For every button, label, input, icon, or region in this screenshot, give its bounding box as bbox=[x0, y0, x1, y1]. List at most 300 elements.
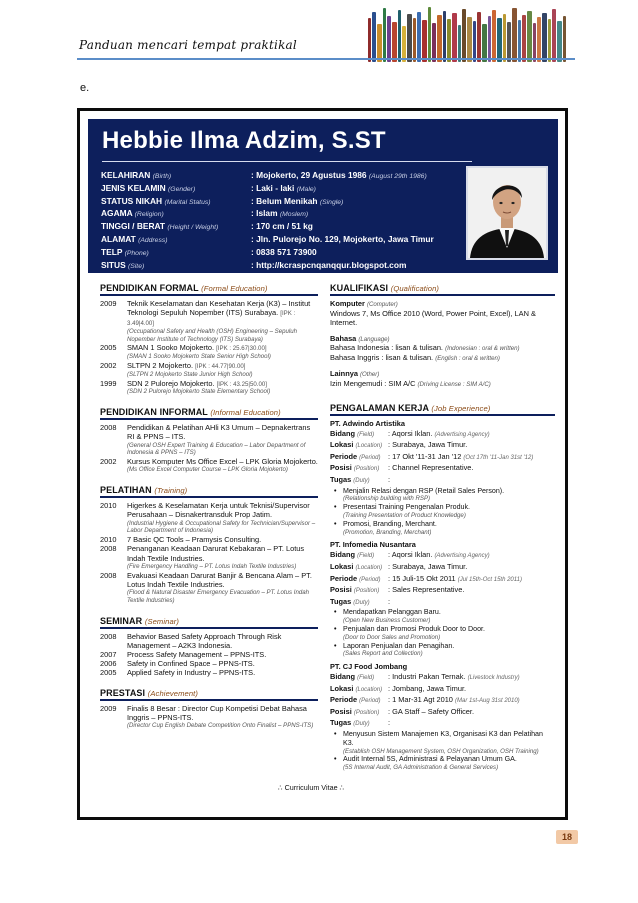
job-field-value-text: Surabaya, Jawa Timur. bbox=[392, 440, 468, 450]
page-number: 18 bbox=[556, 830, 578, 844]
entry-grade: [IPK : 3.49|4.00] bbox=[127, 310, 296, 327]
job-field-value-text: Surabaya, Jawa Timur. bbox=[392, 561, 468, 571]
entry-year: 2008 bbox=[100, 544, 117, 554]
duty-text-main: Mendapatkan Pelanggan Baru. bbox=[343, 608, 441, 617]
personal-value-text: : Mojokerto, 29 Agustus 1986 bbox=[251, 170, 367, 180]
book-spine bbox=[522, 15, 526, 62]
book-spine bbox=[503, 14, 506, 62]
book-spine bbox=[417, 12, 421, 62]
job-field-label-en: (Period) bbox=[359, 698, 381, 705]
book-spine bbox=[437, 15, 442, 62]
other-skill-text: Izin Mengemudi : SIM A/C bbox=[330, 378, 416, 388]
section-rule bbox=[330, 294, 555, 296]
job-field-value: : Jombang, Jawa Timur. bbox=[388, 683, 467, 693]
job-field-label-text: Bidang bbox=[330, 428, 356, 438]
personal-key-en: (Phone) bbox=[124, 249, 149, 257]
book-spine bbox=[533, 23, 536, 62]
job-field-label-text: Bidang bbox=[330, 550, 356, 560]
item-label: e. bbox=[80, 82, 90, 94]
duty-item bbox=[330, 625, 555, 642]
job-position-row bbox=[330, 585, 555, 597]
section-title-en: (Seminar) bbox=[144, 616, 180, 626]
section-rule bbox=[330, 414, 555, 416]
entry-grade: [IPK : 43.25|50.00] bbox=[216, 380, 267, 388]
right-column bbox=[330, 283, 555, 772]
entry-title: SMAN 1 Sooko Mojokerto. bbox=[127, 343, 215, 353]
entry-year: 2008 bbox=[100, 423, 117, 433]
personal-value-en: (Male) bbox=[296, 185, 316, 193]
job-field-label bbox=[330, 672, 388, 684]
entry-title: Process Safety Management – PPNS-ITS. bbox=[127, 649, 267, 659]
book-spine bbox=[548, 19, 551, 62]
bullet-icon: • bbox=[334, 730, 337, 739]
job-field-value-text: Sales Representative. bbox=[392, 585, 465, 595]
duty-text-main: Laporan Penjualan dan Penagihan. bbox=[343, 641, 455, 650]
qualification-label-text: Lainnya bbox=[330, 369, 358, 378]
entry-text bbox=[127, 571, 318, 605]
entry-text bbox=[127, 379, 318, 397]
entry-year: 2010 bbox=[100, 535, 117, 545]
section-rule bbox=[100, 627, 318, 629]
personal-value bbox=[251, 234, 434, 247]
personal-key bbox=[101, 247, 251, 260]
book-spine bbox=[552, 9, 556, 62]
job-location-row bbox=[330, 440, 555, 452]
job-field-label-en: (Duty) bbox=[353, 721, 370, 728]
book-spine bbox=[537, 17, 541, 62]
book-spine bbox=[512, 8, 517, 62]
job-field-value-text: 15 Juli-15 Okt 2011 bbox=[392, 573, 456, 583]
book-spine bbox=[563, 16, 566, 62]
job-field-value-text: GA Staff – Safety Officer. bbox=[392, 706, 474, 716]
section-rule bbox=[100, 496, 318, 498]
entry-grade: [IPK : 25.67|30.00] bbox=[216, 345, 267, 353]
entry-grade: [IPK : 44.77|90.00] bbox=[195, 362, 246, 370]
job-field-label-en: (Field) bbox=[357, 553, 375, 560]
job-period-row bbox=[330, 452, 555, 464]
personal-key-text: KELAHIRAN bbox=[101, 170, 151, 180]
book-spine bbox=[542, 13, 547, 62]
job-field-value-text: 17 Okt '11-31 Jan '12 bbox=[392, 451, 462, 461]
entry-title: Behavior Based Safety Approach Through Risk Management – A2K3 Indonesia. bbox=[127, 631, 282, 650]
section-title-text: PENGALAMAN KERJA bbox=[330, 402, 429, 413]
job-field-value: : Channel Representative. bbox=[388, 463, 474, 473]
job-field-value: : Surabaya, Jawa Timur. bbox=[388, 561, 468, 571]
section-title-en: (Informal Education) bbox=[210, 408, 281, 418]
duty-text-en: (Relationship building with RSP) bbox=[343, 495, 431, 503]
book-spine bbox=[392, 22, 397, 62]
job-field-value-text: 1 Mar-31 Agt 2010 bbox=[392, 695, 453, 705]
job-field-label-en: (Period) bbox=[359, 576, 381, 583]
section-title bbox=[330, 403, 555, 413]
entry-translation: (Director Cup English Debate Competition Onto Finalist – PPNS-ITS) bbox=[127, 722, 314, 729]
book-spine bbox=[497, 18, 502, 62]
personal-key bbox=[101, 208, 251, 221]
personal-value-text: : http://kcraspcnqanqqur.blogspot.com bbox=[251, 259, 407, 270]
header-rule bbox=[77, 58, 575, 60]
job-field-label bbox=[330, 695, 388, 707]
header-title: Panduan mencari tempat praktikal bbox=[79, 38, 297, 52]
book-spine bbox=[447, 19, 451, 62]
entry-translation: (Ms Office Excel Computer Course – LPK Gloria Mojokerto) bbox=[127, 466, 288, 474]
job-field-label-text: Lokasi bbox=[330, 683, 354, 693]
job-duties-row bbox=[330, 597, 555, 609]
section-title-text: KUALIFIKASI bbox=[330, 283, 389, 293]
entry-year: 2002 bbox=[100, 360, 117, 370]
entry-text bbox=[127, 343, 318, 361]
duty-item bbox=[330, 487, 555, 504]
job-field-label-en: (Duty) bbox=[353, 599, 370, 606]
cv-name: Hebbie Ilma Adzim, S.ST bbox=[102, 127, 386, 154]
entry-translation: (SDN 2 Pulorejo Mojokerto State Elementary School) bbox=[127, 388, 271, 396]
personal-value-en: (Single) bbox=[319, 198, 344, 206]
section-title-en: (Achievement) bbox=[147, 688, 199, 698]
duty-text-en: (Sales Report and Collection) bbox=[343, 650, 423, 658]
job-field-row bbox=[330, 429, 555, 441]
job-field-label-en: (Location) bbox=[355, 564, 383, 571]
job-field-label bbox=[330, 550, 388, 562]
personal-row bbox=[101, 221, 434, 234]
qualification-label bbox=[330, 369, 555, 379]
job-field-value: : Aqorsi Iklan. (Advertising Agency) bbox=[388, 428, 490, 438]
duty-text bbox=[343, 608, 441, 625]
education-entry bbox=[100, 544, 318, 570]
bullet-icon: • bbox=[334, 641, 337, 650]
personal-value-en: (Moslem) bbox=[279, 211, 309, 219]
bullet-icon: • bbox=[334, 624, 337, 633]
duty-item bbox=[330, 503, 555, 520]
qualification-label bbox=[330, 299, 555, 309]
job-field-label-text: Periode bbox=[330, 451, 358, 461]
job-field-label bbox=[330, 707, 388, 719]
section-rule bbox=[100, 699, 318, 701]
job-field-label bbox=[330, 562, 388, 574]
job-field-value: : 17 Okt '11-31 Jan '12 (Oct 17th '11-Jan 31st '12) bbox=[388, 451, 534, 461]
personal-key-en: (Address) bbox=[138, 236, 168, 244]
education-entry bbox=[100, 361, 318, 379]
education-entry bbox=[100, 343, 318, 361]
section-title-en: (Training) bbox=[154, 486, 188, 496]
job-field-label bbox=[330, 574, 388, 586]
book-spine bbox=[383, 8, 386, 62]
job-field-value-en: (Advertising Agency) bbox=[434, 553, 490, 560]
entry-text bbox=[127, 668, 318, 677]
job-field-label bbox=[330, 475, 388, 487]
job-company: PT. CJ Food Jombang bbox=[330, 662, 408, 672]
section-title-text: PENDIDIKAN FORMAL bbox=[100, 283, 199, 293]
entry-text bbox=[127, 423, 318, 457]
bullet-icon: • bbox=[334, 503, 337, 512]
job-field-label-en: (Field) bbox=[357, 675, 375, 682]
education-entry bbox=[100, 632, 318, 650]
job-field-label-en: (Period) bbox=[359, 454, 381, 461]
job-field-label-text: Tugas bbox=[330, 474, 352, 484]
section-title bbox=[100, 283, 318, 293]
personal-key-text: AGAMA bbox=[101, 208, 133, 219]
personal-value bbox=[251, 260, 406, 273]
personal-key-text: ALAMAT bbox=[101, 233, 136, 244]
job-field-label-text: Periode bbox=[330, 573, 358, 583]
section-title-text: PRESTASI bbox=[100, 687, 146, 698]
personal-key-text: SITUS bbox=[101, 259, 126, 270]
personal-key-text: TELP bbox=[101, 246, 123, 257]
job-field-value-en: (Livestock Industry) bbox=[467, 675, 520, 682]
personal-key-en: (Site) bbox=[128, 262, 145, 270]
job-field-label bbox=[330, 452, 388, 464]
entry-text bbox=[127, 457, 318, 474]
personal-key bbox=[101, 183, 251, 196]
education-entry bbox=[100, 704, 318, 730]
language-skill-en: (English : oral & written) bbox=[435, 355, 500, 363]
job-field-value-text: Channel Representative. bbox=[392, 463, 474, 473]
book-spine bbox=[422, 20, 427, 62]
job-company: PT. Infomedia Nusantara bbox=[330, 540, 416, 550]
personal-key-en: (Religion) bbox=[134, 211, 164, 219]
education-entry bbox=[100, 571, 318, 605]
book-spine bbox=[518, 20, 521, 62]
qualification-label-en: (Other) bbox=[360, 371, 380, 378]
personal-row bbox=[101, 247, 434, 260]
book-spine bbox=[452, 13, 457, 62]
entry-translation: (Industrial Hygiene & Occupational Safety for Technician/Supervisor – Labor Department of Indonesia) bbox=[127, 519, 316, 535]
job-field-label-en: (Position) bbox=[353, 466, 380, 473]
other-skill-en: (Driving License : SIM A/C) bbox=[417, 380, 491, 388]
qualification-label bbox=[330, 334, 555, 344]
entry-title: SLTPN 2 Mojokerto. bbox=[127, 360, 193, 370]
section-title bbox=[100, 688, 318, 698]
job-field-label bbox=[330, 429, 388, 441]
book-spine bbox=[413, 18, 416, 62]
duty-text-main: Penjualan dan Promosi Produk Door to Door. bbox=[343, 624, 485, 633]
job-field-value: : Industri Pakan Ternak. (Livestock Industry) bbox=[388, 672, 520, 682]
job-field-label bbox=[330, 684, 388, 696]
personal-value bbox=[251, 196, 343, 209]
personal-key-en: (Gender) bbox=[168, 185, 196, 193]
job-field-value: : 1 Mar-31 Agt 2010 (Mar 1st-Aug 31st 2010) bbox=[388, 695, 520, 705]
personal-value bbox=[251, 208, 308, 221]
education-entry bbox=[100, 650, 318, 659]
section-title-text: SEMINAR bbox=[100, 615, 143, 626]
entry-text bbox=[127, 535, 318, 544]
other-skill bbox=[330, 379, 555, 389]
personal-key bbox=[101, 221, 251, 234]
job-field-label bbox=[330, 585, 388, 597]
job-field-value-text: Jombang, Jawa Timur. bbox=[392, 683, 467, 693]
book-spine bbox=[387, 16, 391, 62]
personal-value bbox=[251, 247, 317, 260]
qualification-label-en: (Language) bbox=[358, 335, 390, 343]
entry-title: Penanganan Keadaan Darurat Kebakaran – PT. Lotus Indah Textile Industries. bbox=[127, 544, 305, 563]
entry-text bbox=[127, 704, 318, 730]
book-spine bbox=[527, 11, 532, 62]
entry-translation: (SMAN 1 Sooko Mojokerto State Senior High School) bbox=[127, 353, 271, 361]
entry-text bbox=[127, 632, 318, 650]
personal-value-text: : 0838 571 73900 bbox=[251, 246, 317, 257]
job-position-row bbox=[330, 707, 555, 719]
computer-skills: Windows 7, Ms Office 2010 (Word, Power Point, Excel), LAN & Internet. bbox=[330, 308, 536, 328]
entry-title: Kursus Komputer Ms Office Excel – LPK Gloria Mojokerto. bbox=[127, 457, 318, 467]
job-field-label-en: (Location) bbox=[355, 686, 383, 693]
entry-year: 2009 bbox=[100, 703, 117, 713]
section-title bbox=[100, 485, 318, 495]
duty-item bbox=[330, 608, 555, 625]
bookshelf-illustration bbox=[368, 5, 578, 62]
job-field-label-text: Bidang bbox=[330, 672, 356, 682]
job-field-row bbox=[330, 672, 555, 684]
duty-text-en: (Open New Business Customer) bbox=[343, 617, 431, 625]
book-spine bbox=[458, 25, 461, 62]
personal-info bbox=[101, 170, 434, 272]
section-title-text: PENDIDIKAN INFORMAL bbox=[100, 407, 208, 418]
qualification-label-text: Bahasa bbox=[330, 333, 357, 343]
section-title bbox=[100, 407, 318, 417]
book-spine bbox=[377, 24, 382, 62]
job-duties-colon: : bbox=[388, 718, 391, 728]
book-spine bbox=[488, 16, 491, 62]
book-spine bbox=[482, 24, 487, 62]
duty-text-en: (Establish OSH Management System, OSH Organization, OSH Training) bbox=[343, 747, 539, 755]
entry-title: Teknik Keselamatan dan Kesehatan Kerja (K3) – Institut Teknologi Sepuluh Nopember (ITS) Surabaya. bbox=[127, 299, 311, 318]
duty-text bbox=[343, 642, 454, 659]
qualification-label-en: (Computer) bbox=[366, 301, 398, 308]
language-skill-text: Bahasa Inggris : lisan & tulisan. bbox=[330, 353, 434, 363]
duty-text bbox=[343, 755, 517, 772]
section-title-en: (Qualification) bbox=[390, 284, 440, 293]
job-field-label bbox=[330, 597, 388, 609]
entry-text bbox=[127, 659, 318, 668]
language-skill-text: Bahasa Indonesia : lisan & tulisan. bbox=[330, 343, 443, 353]
personal-key-text: TINGGI / BERAT bbox=[101, 221, 166, 232]
book-spine bbox=[372, 12, 376, 62]
personal-value-en: (August 29th 1986) bbox=[368, 173, 427, 180]
job-period-row bbox=[330, 574, 555, 586]
duty-text-main: Audit Internal 5S, Administrasi & Pelayanan Umum GA. bbox=[343, 755, 517, 764]
entry-year: 2005 bbox=[100, 668, 117, 678]
job-field-label-text: Posisi bbox=[330, 463, 352, 473]
job-field-value: : Surabaya, Jawa Timur. bbox=[388, 440, 468, 450]
left-column bbox=[100, 283, 318, 730]
section-title-text: PELATIHAN bbox=[100, 485, 152, 496]
duty-text bbox=[343, 730, 555, 755]
book-spine bbox=[443, 11, 446, 62]
entry-title: SDN 2 Pulorejo Mojokerto. bbox=[127, 378, 215, 388]
book-spine bbox=[368, 18, 371, 62]
book-spine bbox=[557, 21, 562, 62]
book-spine bbox=[407, 14, 412, 62]
job-field-label-text: Tugas bbox=[330, 596, 352, 606]
personal-row bbox=[101, 170, 434, 183]
personal-key bbox=[101, 234, 251, 247]
entry-title: 7 Basic QC Tools – Pramysis Consulting. bbox=[127, 535, 262, 545]
duty-item bbox=[330, 730, 555, 755]
section-title bbox=[100, 616, 318, 626]
section-title-en: (Job Experience) bbox=[431, 403, 491, 413]
job-field-value-text: Industri Pakan Ternak. bbox=[392, 672, 466, 682]
job-field-value-text: Aqorsi Iklan. bbox=[391, 550, 433, 560]
education-entry bbox=[100, 501, 318, 535]
bullet-icon: • bbox=[334, 608, 337, 617]
duty-text bbox=[343, 503, 470, 520]
personal-row bbox=[101, 208, 434, 221]
job-field-label-text: Posisi bbox=[330, 706, 352, 716]
job-field-row bbox=[330, 550, 555, 562]
entry-year: 2002 bbox=[100, 457, 117, 467]
personal-value bbox=[251, 183, 316, 196]
duty-text-en: (Promotion, Branding, Merchant) bbox=[343, 528, 432, 536]
duty-text-main: Presentasi Training Pengenalan Produk. bbox=[343, 503, 470, 512]
book-spine bbox=[477, 12, 481, 62]
duty-item bbox=[330, 642, 555, 659]
job-field-value-en: (Oct 17th '11-Jan 31st '12) bbox=[463, 454, 534, 461]
bullet-icon: • bbox=[334, 486, 337, 495]
entry-text bbox=[127, 544, 318, 570]
personal-value-text: : Belum Menikah bbox=[251, 195, 318, 206]
entry-year: 1999 bbox=[100, 378, 117, 388]
entry-title: Applied Safety in Industry – PPNS-ITS. bbox=[127, 668, 256, 678]
duty-item bbox=[330, 755, 555, 772]
entry-text bbox=[127, 650, 318, 659]
job-field-label-text: Lokasi bbox=[330, 561, 354, 571]
personal-key-text: JENIS KELAMIN bbox=[101, 182, 166, 193]
entry-text bbox=[127, 361, 318, 379]
section-title bbox=[330, 283, 555, 293]
entry-year: 2009 bbox=[100, 299, 117, 308]
personal-key-text: STATUS NIKAH bbox=[101, 195, 163, 206]
education-entry bbox=[100, 535, 318, 544]
job-location-row bbox=[330, 562, 555, 574]
education-entry bbox=[100, 457, 318, 474]
duty-text-main: Menyusun Sistem Manajemen K3, Organisasi K3 dan Pelatihan K3. bbox=[343, 730, 543, 747]
job-field-label bbox=[330, 718, 388, 730]
book-spine bbox=[398, 10, 401, 62]
personal-value-text: : Islam bbox=[251, 208, 278, 219]
job-field-label bbox=[330, 440, 388, 452]
book-spine bbox=[462, 9, 466, 62]
job-duties-row bbox=[330, 475, 555, 487]
personal-key bbox=[101, 196, 251, 209]
book-spine bbox=[473, 21, 476, 62]
job-field-label-en: (Field) bbox=[357, 431, 375, 438]
duty-text bbox=[343, 625, 485, 642]
cv-frame bbox=[77, 108, 568, 820]
job-field-label bbox=[330, 463, 388, 475]
personal-row bbox=[101, 260, 434, 273]
job-field-label-en: (Duty) bbox=[353, 477, 370, 484]
personal-row bbox=[101, 196, 434, 209]
job-field-label-text: Tugas bbox=[330, 718, 352, 728]
banner-divider bbox=[102, 161, 472, 162]
book-spine bbox=[402, 26, 406, 62]
entry-title: Finalis 8 Besar : Director Cup Kompetisi Debat Bahasa Inggris – PPNS-ITS. bbox=[127, 703, 307, 722]
duty-text-en: (5S Internal Audit, GA Administration & General Services) bbox=[343, 764, 499, 772]
section-rule bbox=[100, 418, 318, 420]
personal-value-text: : Jln. Pulorejo No. 129, Mojokerto, Jawa Timur bbox=[251, 233, 434, 244]
entry-translation: (Fire Emergency Handling – PT. Lotus Indah Textile Industries) bbox=[127, 562, 297, 570]
section-rule bbox=[100, 294, 318, 296]
profile-photo bbox=[466, 166, 548, 260]
personal-key-en: (Marital Status) bbox=[164, 198, 211, 206]
education-entry bbox=[100, 659, 318, 668]
entry-year: 2005 bbox=[100, 343, 117, 353]
personal-value bbox=[251, 170, 427, 183]
entry-year: 2006 bbox=[100, 659, 117, 669]
section-title-en: (Formal Education) bbox=[201, 284, 268, 293]
book-spine bbox=[428, 7, 431, 62]
job-field-label-en: (Position) bbox=[353, 709, 380, 716]
duty-text bbox=[343, 487, 504, 504]
duty-text-main: Menjalin Relasi dengan RSP (Retail Sales Person). bbox=[343, 486, 505, 495]
education-entry bbox=[100, 423, 318, 457]
